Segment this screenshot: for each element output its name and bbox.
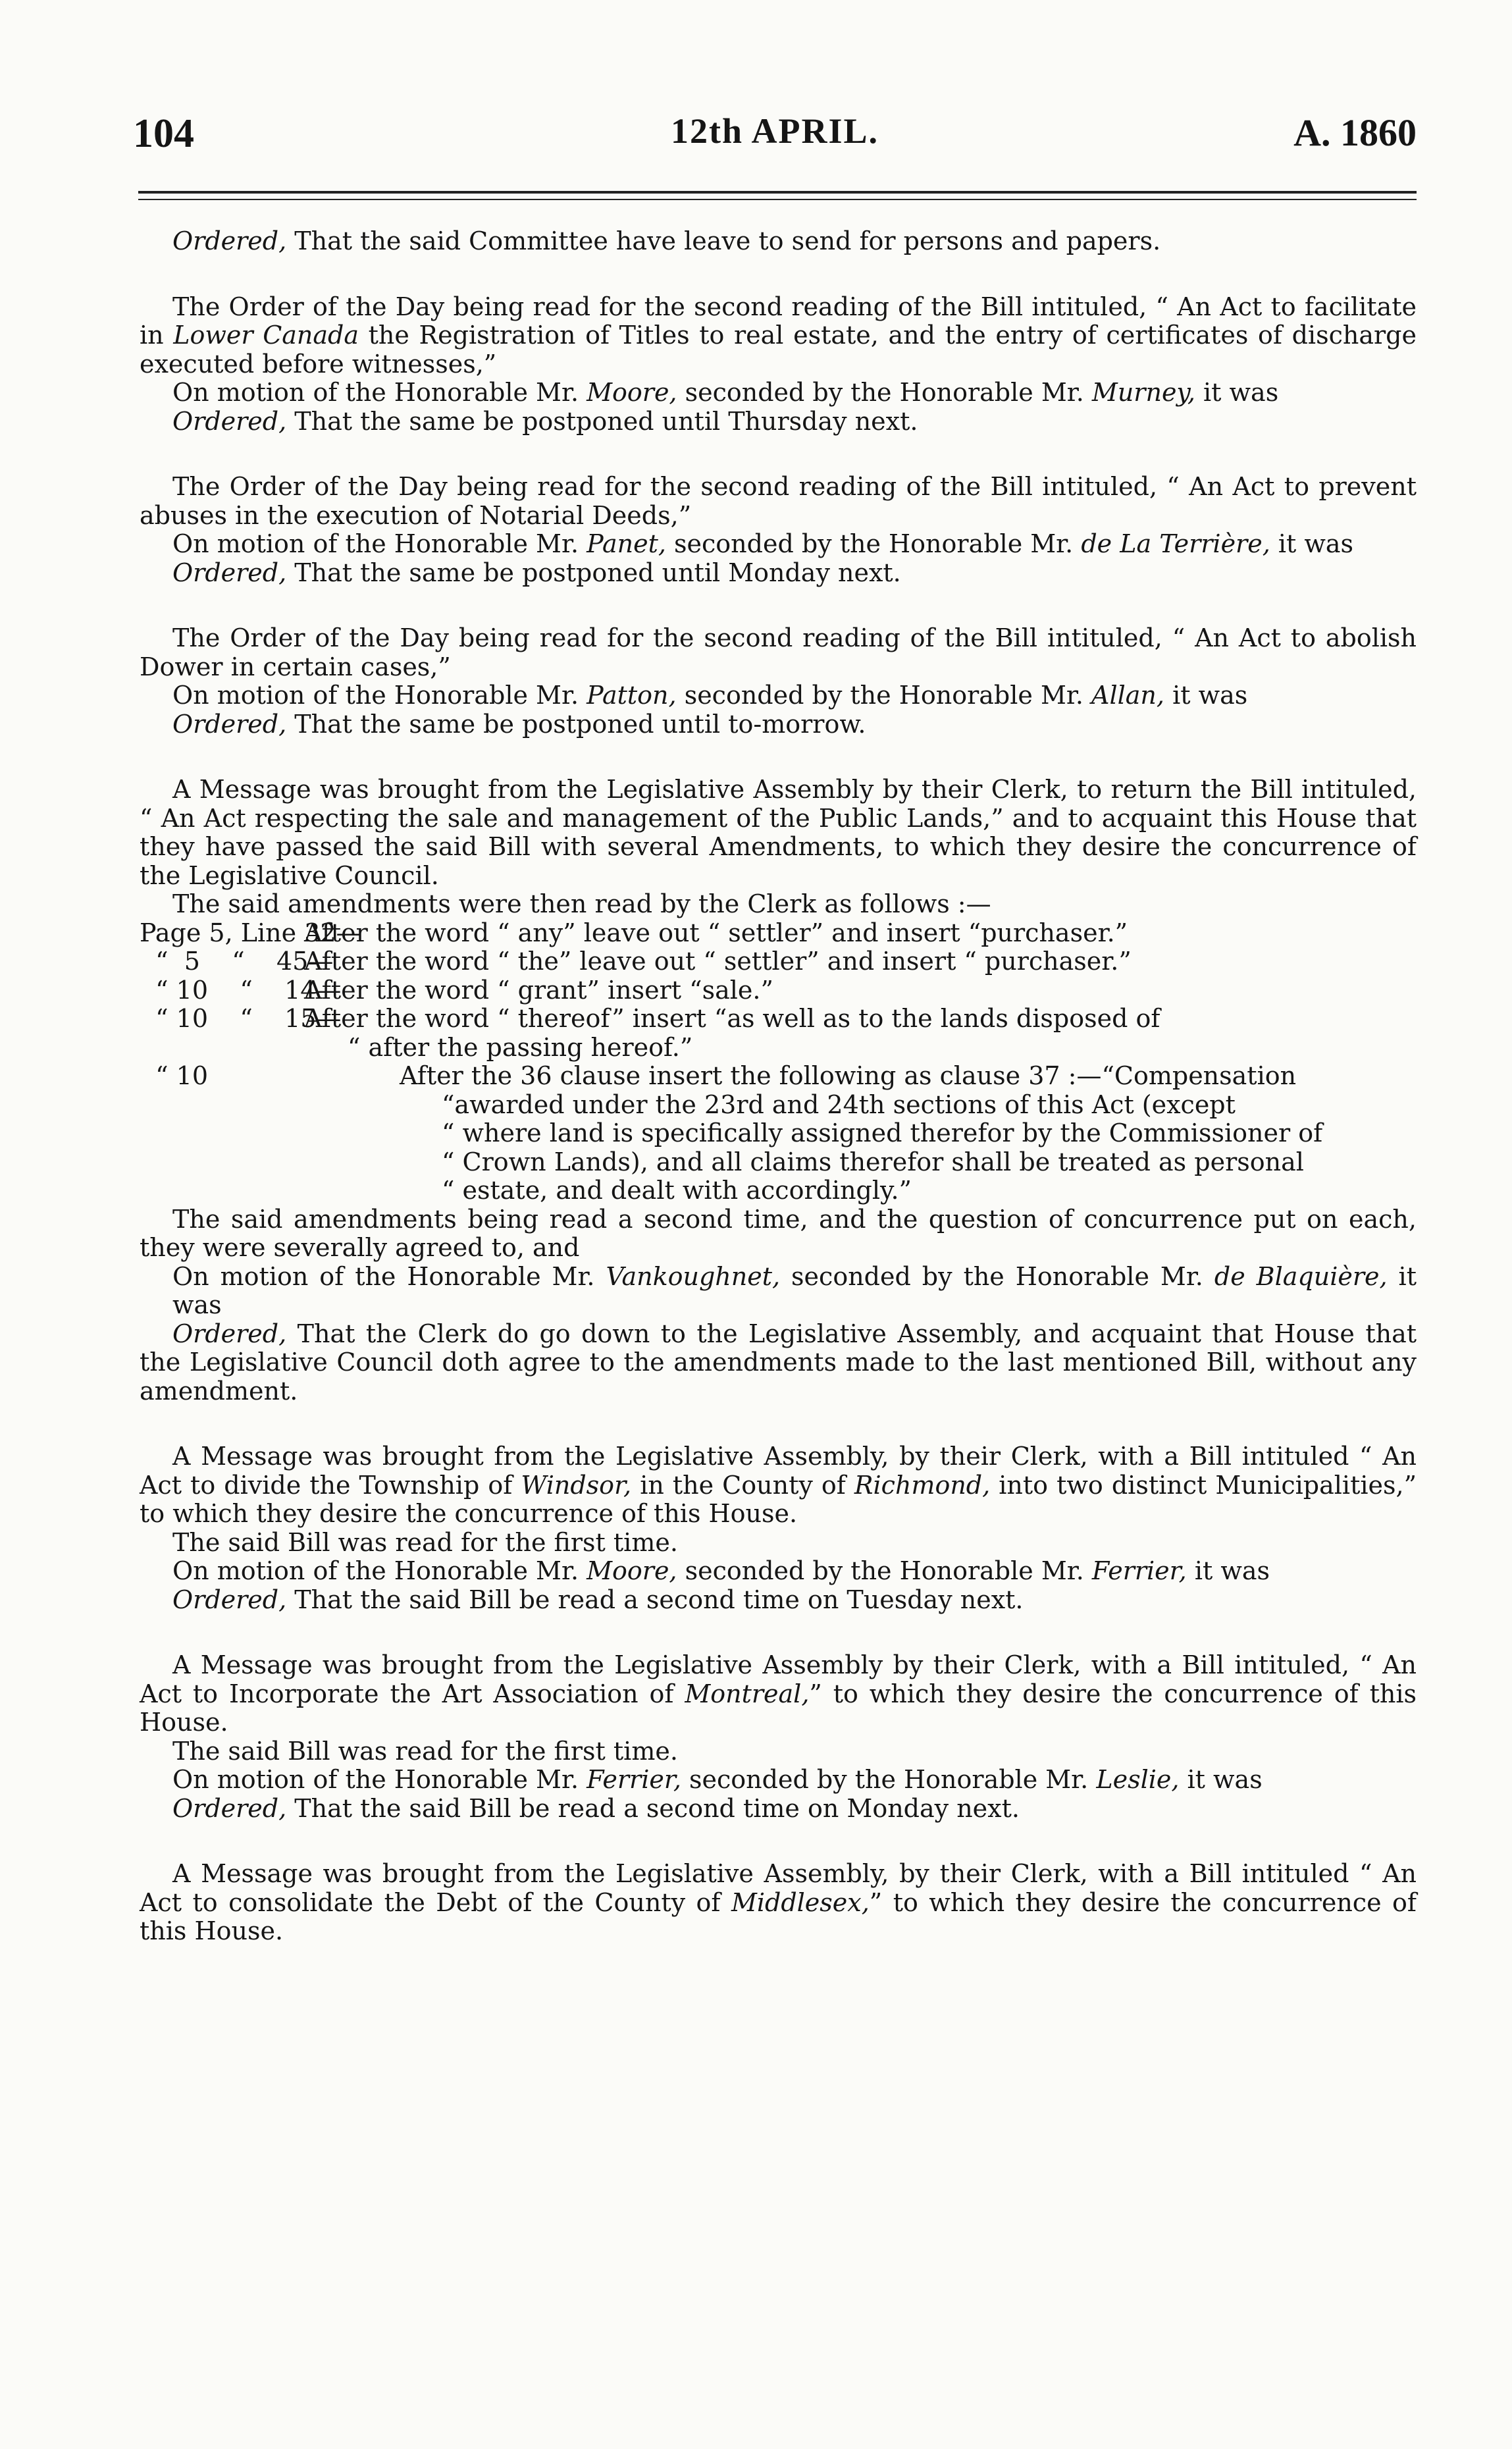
motion-line: On motion of the Honorable Mr. Ferrier, seconded by the Honorable Mr. Leslie, it was: [172, 1765, 1263, 1794]
amendment-row: “ 5 “ 45— After the word “ the” leave out “ settler” and insert “ purchaser.”: [140, 947, 1132, 976]
committee-order: Ordered, That the said Committee have leave to send for persons and papers.: [172, 226, 1161, 255]
page-body: [140, 227, 1417, 1946]
header-rule-thick: [138, 191, 1417, 194]
motion-line: On motion of the Honorable Mr. Moore, seconded by the Honorable Mr. Ferrier, it was: [172, 1556, 1270, 1585]
amendment-row: “ 10 “ 14— After the word “ grant” insert “sale.”: [140, 975, 773, 1005]
first-reading-line: The said Bill was read for the first time.: [172, 1527, 678, 1557]
ordered-line: Ordered, That the Clerk do go down to the Legislative Assembly, and acquaint that House that the Legislative Council doth agree to the amendments made to the last mentioned Bill, without any amendment.: [140, 1319, 1417, 1406]
order-of-day-registration: The Order of the Day being read for the second reading of the Bill intituled, “ An Act to facilitate in Lower Canada the Registration of Titles to real estate, and the entry of certificates of discharge executed before witnesses,”: [140, 292, 1417, 379]
amendment-row: “ 10 “ 15— After the word “ thereof” insert “as well as to the lands disposed of “ after the passing hereof.”: [140, 1004, 1160, 1062]
page-year: A. 1860: [1293, 111, 1417, 154]
order-of-day-dower: The Order of the Day being read for the second reading of the Bill intituled, “ An Act to abolish Dower in certain cases,”: [140, 623, 1417, 681]
motion-line: On motion of the Honorable Mr. Moore, seconded by the Honorable Mr. Murney, it was: [172, 378, 1279, 407]
motion-line: On motion of the Honorable Mr. Vankoughnet, seconded by the Honorable Mr. de Blaquière, it was: [172, 1261, 1417, 1319]
ordered-line: Ordered, That the said Bill be read a second time on Tuesday next.: [172, 1585, 1024, 1614]
message-art-association: A Message was brought from the Legislative Assembly by their Clerk, with a Bill intituled, “ An Act to Incorporate the Art Association of Montreal,” to which they desire the concurrence of this House.: [140, 1650, 1417, 1737]
page-header: [133, 111, 1417, 170]
page-number: 104: [133, 111, 194, 156]
order-of-day-notarial: The Order of the Day being read for the second reading of the Bill intituled, “ An Act to prevent abuses in the execution of Notarial Deeds,”: [140, 472, 1417, 530]
ordered-line: Ordered, That the said Bill be read a second time on Monday next.: [172, 1793, 1020, 1823]
concurrence-line: The said amendments being read a second time, and the question of concurrence put on each, they were severally agreed to, and: [140, 1204, 1417, 1262]
ordered-line: Ordered, That the same be postponed until Monday next.: [172, 558, 901, 587]
ordered-line: Ordered, That the same be postponed until Thursday next.: [172, 406, 918, 436]
amendments-intro: The said amendments were then read by the Clerk as follows :—: [172, 889, 991, 918]
amendment-row: Page 5, Line 32— After the word “ any” leave out “ settler” and insert “purchaser.”: [140, 918, 1128, 947]
ordered-line: Ordered, That the same be postponed until to-morrow.: [172, 709, 866, 739]
message-windsor: A Message was brought from the Legislative Assembly, by their Clerk, with a Bill intituled “ An Act to divide the Township of Windsor, in the County of Richmond, into two distinct Municipalities,” to which they desire the concurrence of this House.: [140, 1442, 1417, 1528]
message-public-lands: A Message was brought from the Legislative Assembly by their Clerk, to return the Bill intituled, “ An Act respecting the sale and management of the Public Lands,” and to acquaint this House that they have passed the said Bill with several Amendments, to which they desire the concurrence of the Legislative Council.: [140, 775, 1417, 890]
motion-line: On motion of the Honorable Mr. Panet, seconded by the Honorable Mr. de La Terrière, it was: [172, 529, 1354, 558]
first-reading-line: The said Bill was read for the first time.: [172, 1736, 678, 1766]
motion-line: On motion of the Honorable Mr. Patton, seconded by the Honorable Mr. Allan, it was: [172, 681, 1248, 710]
page-date: 12th APRIL.: [670, 111, 879, 151]
message-middlesex: A Message was brought from the Legislative Assembly, by their Clerk, with a Bill intituled “ An Act to consolidate the Debt of the County of Middlesex,” to which they desire the concurrence of this House.: [140, 1859, 1417, 1945]
header-rule-thin: [138, 199, 1417, 200]
amendment-row-clause-37: “ 10 After the 36 clause insert the following as clause 37 :—“Compensation “awarded under the 23rd and 24th sections of this Act (except “ where land is specifically assigned therefor by the Commissioner of “ Crown Lands), and all claims therefor shall be treated as personal “ estate, and dealt with accordingly.”: [140, 1061, 1323, 1205]
